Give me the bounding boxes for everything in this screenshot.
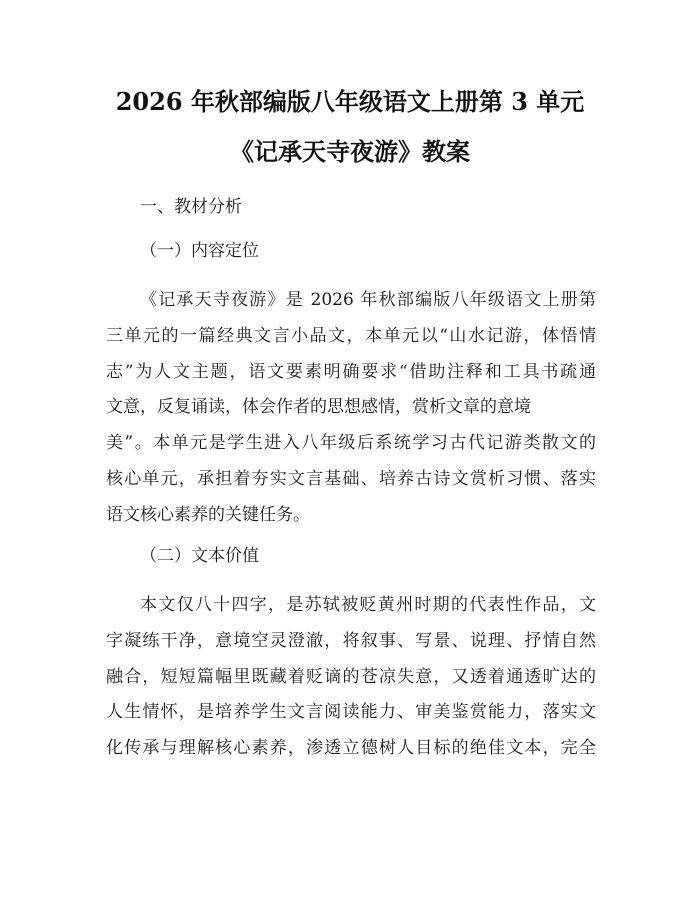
paragraph-content-positioning [106, 283, 596, 534]
document-title-line-2: 《记承天寺夜游》教案 [230, 137, 470, 166]
paragraph-line: 本文仅八十四字，是苏轼被贬黄州时期的代表性作品，文 [140, 595, 596, 615]
paragraph-line: 文意，反复诵读，体会作者的思想感情，赏析文章的意境 [106, 397, 531, 418]
paragraph-line: 语文核心素养的关键任务。 [106, 504, 310, 525]
paragraph-line: 志”为人文主题，语文要素明确要求“借助注释和工具书疏通 [106, 361, 596, 382]
paragraph-text-value [106, 588, 596, 767]
paragraph-line: 三单元的一篇经典文言小品文，本单元以“山水记游，体悟情 [106, 325, 596, 346]
paragraph-line: 化传承与理解核心素养，渗透立德树人目标的绝佳文本，完全 [106, 738, 596, 759]
subsection-heading-content: （一）内容定位 [140, 241, 259, 261]
paragraph-line: 美”。本单元是学生进入八年级后系统学习古代记游类散文的 [106, 433, 596, 454]
document-title-line-1: 2026 年秋部编版八年级语文上册第 3 单元 [115, 87, 585, 116]
subsection-heading-text-value: （二）文本价值 [140, 546, 259, 566]
section-heading-teaching-material: 一、教材分析 [140, 197, 242, 217]
paragraph-line: 字凝练干净，意境空灵澄澈，将叙事、写景、说理、抒情自然 [106, 630, 596, 651]
paragraph-line: 人生情怀，是培养学生文言阅读能力、审美鉴赏能力，落实文 [106, 702, 596, 723]
paragraph-line: 融合，短短篇幅里既藏着贬谪的苍凉失意，又透着通透旷达的 [106, 666, 596, 687]
paragraph-line: 核心单元，承担着夯实文言基础、培养古诗文赏析习惯、落实 [106, 468, 596, 489]
paragraph-line: 《记承天寺夜游》是 2026 年秋部编版八年级语文上册第 [140, 290, 596, 310]
